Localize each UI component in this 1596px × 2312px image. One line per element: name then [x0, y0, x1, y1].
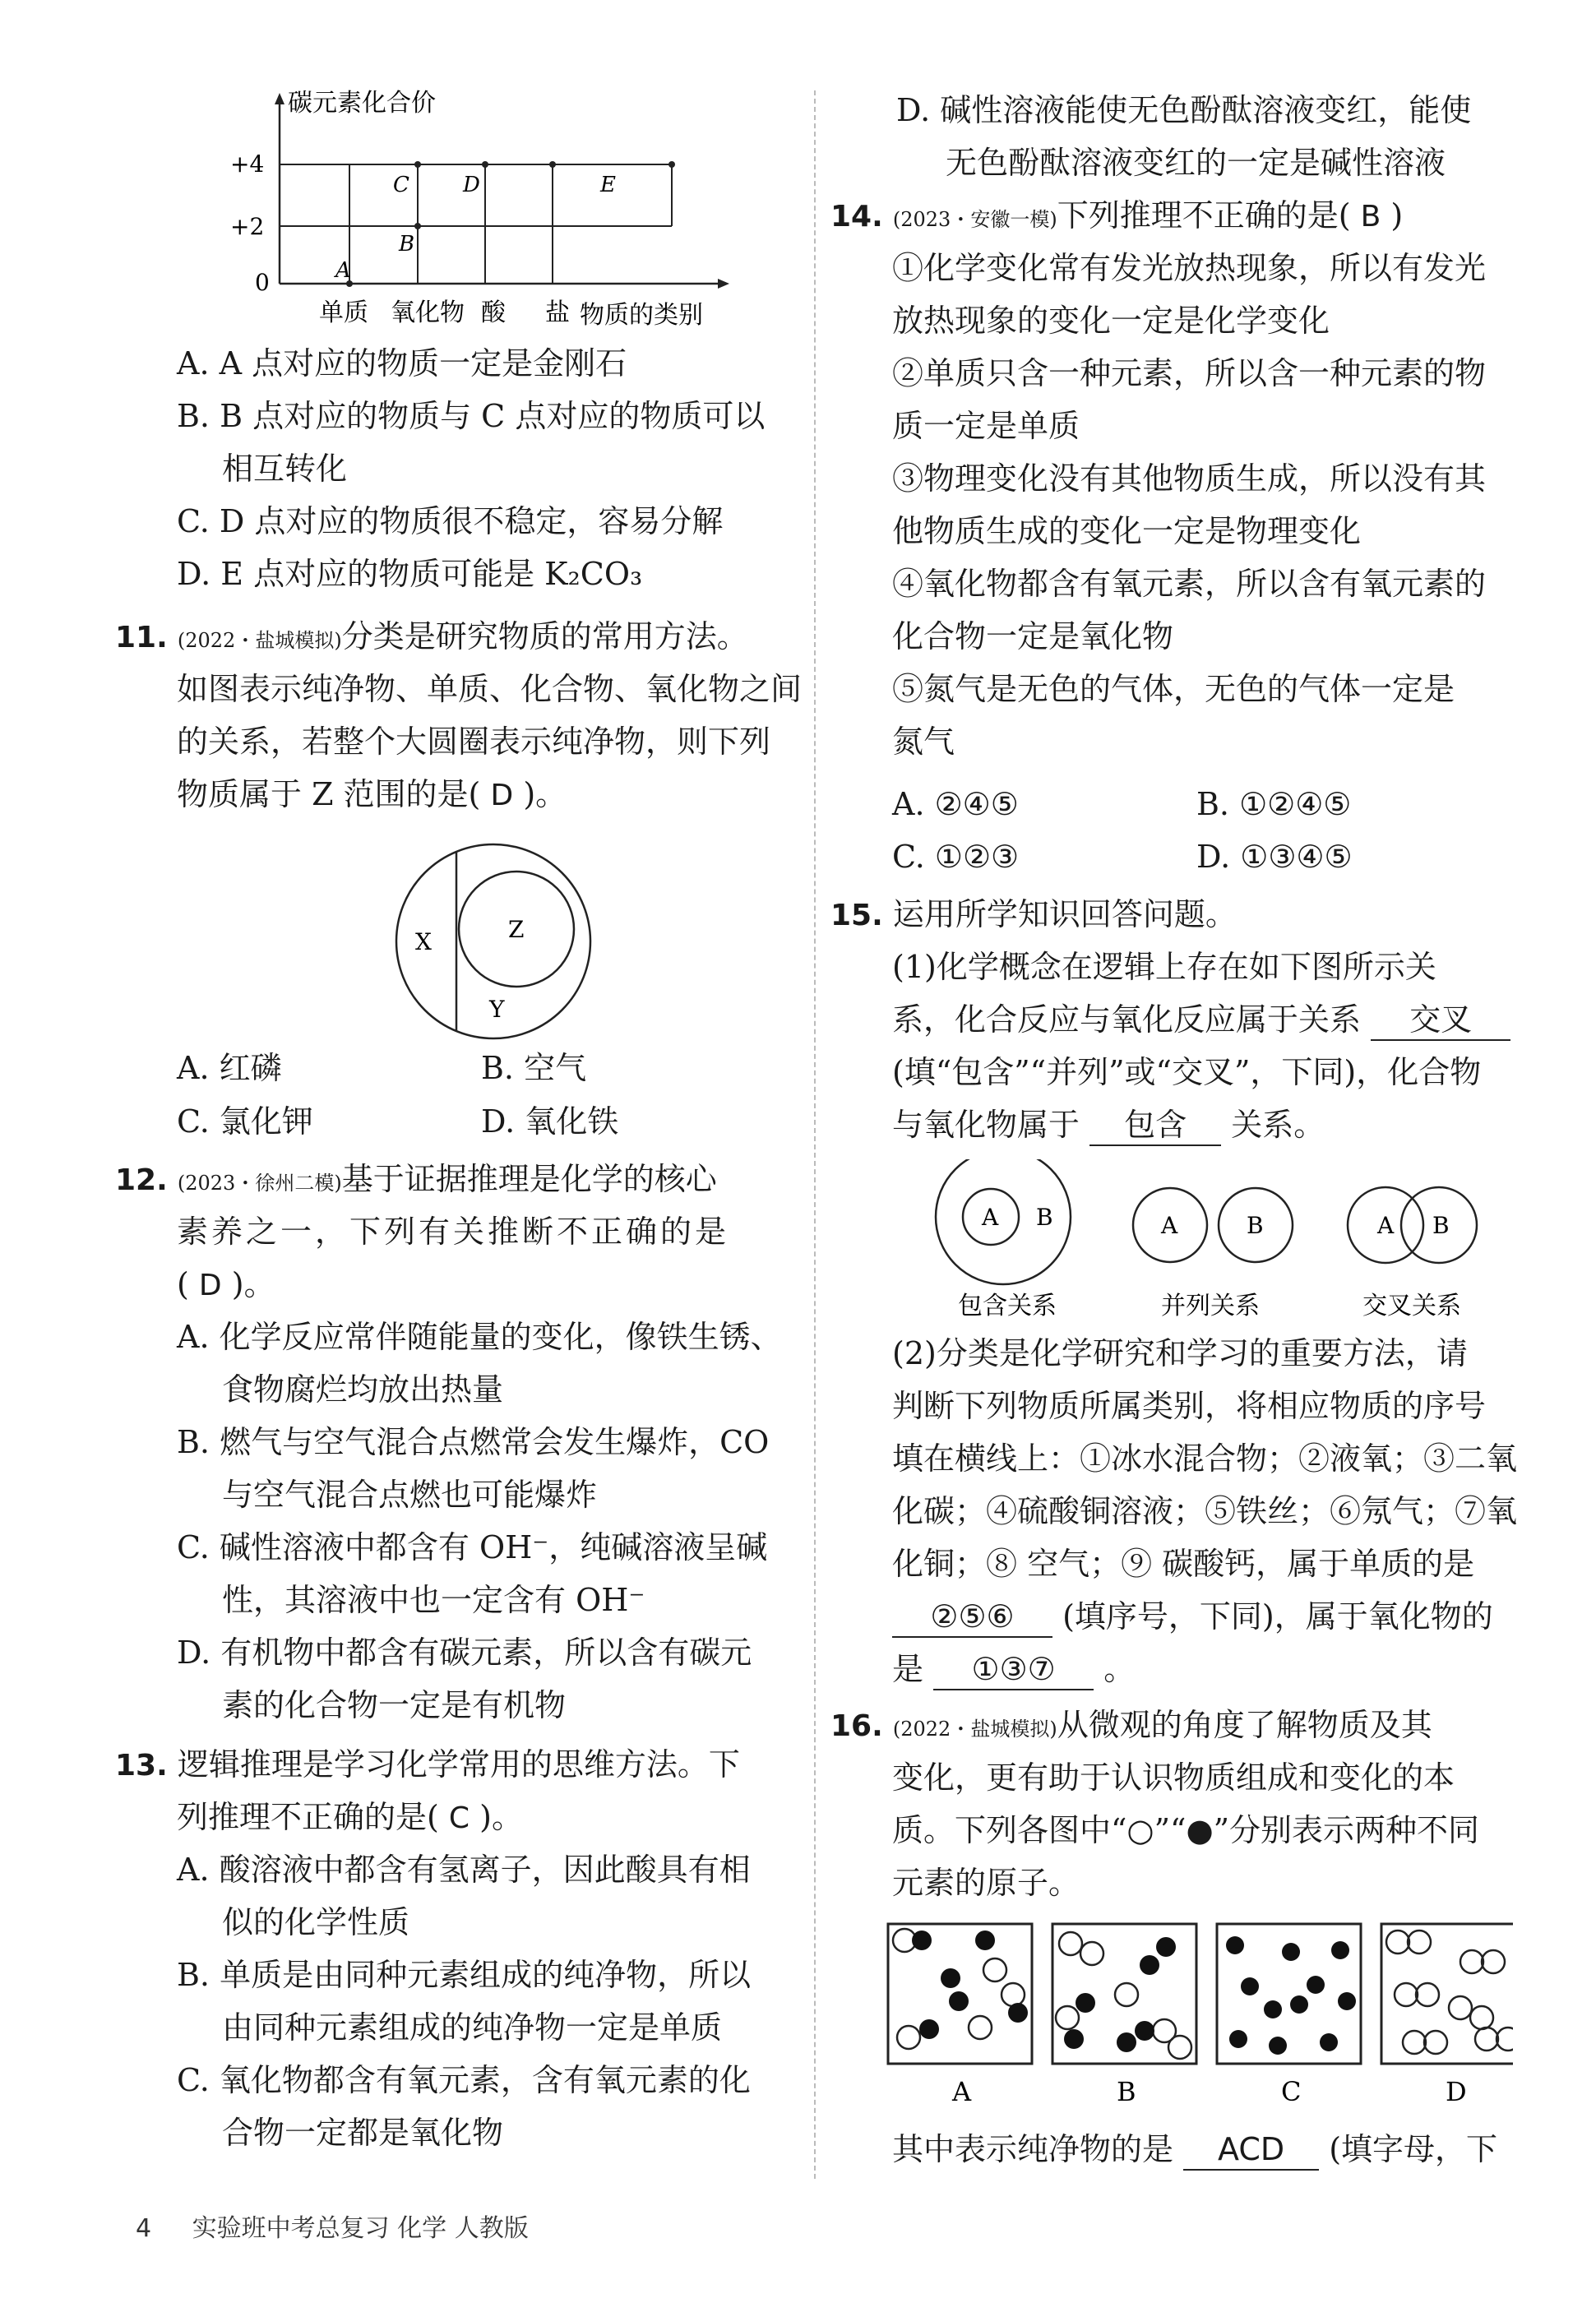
q12-line-2: 素养之一，下列有关推断不正确的是 [177, 1214, 730, 1250]
q15-number: 15. [830, 899, 883, 932]
q14-statement-5-cont: 氮气 [892, 724, 955, 760]
q14-option-a: A. ②④⑤ [892, 786, 1019, 822]
q15-part2-text-7: 是 [892, 1651, 924, 1687]
q11-answer: D [490, 779, 514, 812]
q10-option-b-cont: 相互转化 [222, 451, 348, 487]
point-label-b: B [399, 232, 415, 257]
xcat-acid: 酸 [481, 298, 506, 327]
q14-statement-2-cont: 质一定是单质 [892, 408, 1080, 444]
q15-part2-text-8: 。 [1103, 1651, 1136, 1687]
q16-line-3: 质。下列各图中“○”“●”分别表示两种不同 [892, 1812, 1480, 1848]
q13-option-c: C. 氧化物都含有氧元素，含有氧元素的化 [177, 2062, 751, 2098]
q11-option-c: C. 氯化钾 [177, 1103, 313, 1140]
q16-line-4: 元素的原子。 [892, 1865, 1080, 1901]
q14-number: 14. [830, 200, 883, 234]
q11-text-1: 分类是研究物质的常用方法。 [341, 618, 748, 654]
q11-line-4 [177, 775, 567, 816]
q16-particle-figure [880, 1916, 1513, 2121]
q12-line-1 [115, 1159, 717, 1203]
q14-statement-4-cont: 化合物一定是氧化物 [892, 618, 1174, 654]
q12-option-a: A. 化学反应常伴随能量的变化，像铁生锈、 [177, 1319, 782, 1355]
q13-option-c-cont: 合物一定都是氧化物 [222, 2115, 504, 2151]
q13-answer: C [448, 1801, 470, 1835]
particle-label-b: B [1117, 2076, 1136, 2107]
q15-part1-line-2 [892, 1000, 1510, 1041]
intersect-label-b: B [1432, 1212, 1450, 1239]
q16-text-6: (填字母，下 [1329, 2131, 1498, 2167]
q15-part1-text-4: 与氧化物属于 [892, 1107, 1080, 1143]
q15-part2-line-1: (2)分类是化学研究和学习的重要方法，请 [892, 1335, 1468, 1371]
venn-label-y: Y [489, 996, 505, 1023]
q12-number: 12. [115, 1163, 168, 1197]
xcat-elemental: 单质 [319, 298, 368, 327]
venn-label-z: Z [508, 916, 525, 943]
q14-statement-3: ③物理变化没有其他物质生成，所以没有其 [892, 460, 1487, 497]
q11-line-2: 如图表示纯净物、单质、化合物、氧化物之间 [177, 671, 803, 707]
inclusion-label-b: B [1036, 1204, 1053, 1231]
q12-line-3 [177, 1265, 275, 1306]
ytick-0: 0 [255, 269, 270, 296]
q12-option-a-cont: 食物腐烂均放出热量 [222, 1371, 504, 1408]
q13-option-d: D. 碱性溶液能使无色酚酞溶液变红，能使 [896, 92, 1472, 128]
q13-option-a: A. 酸溶液中都含有氢离子，因此酸具有相 [177, 1852, 751, 1888]
valence-figure [230, 86, 872, 333]
q10-option-b: B. B 点对应的物质与 C 点对应的物质可以 [177, 398, 766, 434]
q13-stem: 列推理不正确的是( [177, 1799, 439, 1835]
q14-answer: B [1360, 200, 1381, 234]
q15-part1-line-3: (填“包含”“并列”或“交叉”，下同)，化合物 [892, 1054, 1482, 1090]
page-footer [136, 2208, 529, 2244]
inclusion-label-a: A [982, 1204, 999, 1231]
q14-statement-1-cont: 放热现象的变化一定是化学变化 [892, 303, 1330, 339]
q11-option-d: D. 氧化铁 [481, 1103, 619, 1140]
point-label-a: A [335, 258, 351, 283]
q10-option-a: A. A 点对应的物质一定是金刚石 [177, 345, 627, 381]
q13-line-2 [177, 1797, 523, 1838]
q12-source: (2023・徐州二模) [177, 1172, 342, 1195]
q16-text-1: 从微观的角度了解物质及其 [1057, 1707, 1432, 1743]
q14-stem-close: ) [1390, 197, 1404, 234]
particle-label-a: A [952, 2076, 972, 2107]
xcat-salt: 盐 [545, 298, 570, 327]
q13-stem-close: )。 [479, 1799, 523, 1835]
q12-option-d: D. 有机物中都含有碳元素，所以含有碳元 [177, 1635, 752, 1671]
q15-part1-text-2: 系，化合反应与氧化反应属于关系 [892, 1001, 1362, 1038]
q15-answer-2: 包含 [1089, 1105, 1221, 1146]
q12-option-d-cont: 素的化合物一定是有机物 [222, 1687, 567, 1723]
q16-number: 16. [830, 1709, 883, 1743]
particle-label-d: D [1446, 2076, 1467, 2107]
q15-part2-line-2: 判断下列物质所属类别，将相应物质的序号 [892, 1388, 1487, 1424]
q14-source: (2023・安徽一模) [892, 208, 1057, 231]
point-label-e: E [600, 173, 616, 197]
q14-statement-1: ①化学变化常有发光放热现象，所以有发光 [892, 250, 1487, 286]
x-axis-label: 物质的类别 [580, 301, 703, 330]
q16-line-5 [892, 2129, 1497, 2171]
q11-stem-close: )。 [523, 776, 567, 812]
point-label-c: C [393, 173, 409, 197]
xcat-oxide: 氧化物 [391, 298, 465, 327]
intersect-label-a: A [1377, 1212, 1395, 1239]
q14-option-c: C. ①②③ [892, 839, 1020, 875]
particle-label-c: C [1281, 2076, 1302, 2107]
q15-part1-line-4 [892, 1105, 1325, 1146]
q15-text-1: 运用所学知识回答问题。 [892, 896, 1237, 932]
q13-option-d-cont: 无色酚酞溶液变红的一定是碱性溶液 [946, 145, 1446, 181]
q13-option-b-cont: 由同种元素组成的纯净物一定是单质 [222, 2009, 723, 2046]
q11-option-b: B. 空气 [481, 1050, 587, 1086]
q10-option-c: C. D 点对应的物质很不稳定，容易分解 [177, 503, 724, 539]
q14-option-b: B. ①②④⑤ [1196, 786, 1352, 822]
q16-text-5: 其中表示纯净物的是 [892, 2131, 1174, 2167]
parallel-label-a: A [1161, 1212, 1178, 1239]
caption-parallel: 并列关系 [1161, 1292, 1260, 1320]
q11-option-a: A. 红磷 [177, 1050, 282, 1086]
q11-number: 11. [115, 621, 168, 654]
q15-answer-3: ②⑤⑥ [892, 1597, 1052, 1638]
q15-part1-text-5: 关系。 [1231, 1107, 1325, 1143]
q11-line-1 [115, 617, 748, 660]
q15-part1-line-1: (1)化学概念在逻辑上存在如下图所示关 [892, 949, 1436, 985]
q15-part2-line-6 [892, 1597, 1493, 1638]
q12-text-1: 基于证据推理是化学的核心 [341, 1161, 717, 1197]
q15-part2-line-4: 化碳；④硫酸铜溶液；⑤铁丝；⑥氖气；⑦氧 [892, 1493, 1518, 1529]
book-title: 实验班中考总复习 化学 人教版 [192, 2214, 529, 2243]
q14-option-d: D. ①③④⑤ [1196, 839, 1353, 875]
q16-answer: ACD [1183, 2129, 1319, 2171]
q12-option-c: C. 碱性溶液中都含有 OH⁻，纯碱溶液呈碱 [177, 1529, 768, 1565]
page-number: 4 [136, 2214, 152, 2243]
q13-option-b: B. 单质是由同种元素组成的纯净物，所以 [177, 1957, 752, 1993]
q15-part2-text-6: (填序号，下同)，属于氧化物的 [1062, 1598, 1493, 1635]
q11-line-3: 的关系，若整个大圆圈表示纯净物，则下列 [177, 724, 771, 760]
q11-venn-figure [378, 835, 608, 1048]
y-axis-label: 碳元素化合价 [288, 89, 436, 118]
q13-number: 13. [115, 1749, 168, 1783]
q15-part2-line-5: 化铜；⑧ 空气；⑨ 碳酸钙，属于单质的是 [892, 1546, 1475, 1582]
q15-answer-4: ①③⑦ [933, 1649, 1094, 1690]
q16-source: (2022・盐城模拟) [892, 1718, 1057, 1741]
venn-label-x: X [415, 928, 432, 955]
q14-statement-4: ④氧化物都含有氧元素，所以含有氧元素的 [892, 566, 1487, 602]
q14-stem: 下列推理不正确的是( [1057, 197, 1351, 234]
point-label-d: D [463, 173, 480, 197]
parallel-label-b: B [1247, 1212, 1264, 1239]
q15-relation-figure [929, 1159, 1521, 1324]
q12-option-c-cont: 性，其溶液中也一定含有 OH⁻ [222, 1582, 645, 1618]
q11-stem-end: 物质属于 Z 范围的是( [177, 776, 481, 812]
caption-intersection: 交叉关系 [1362, 1292, 1461, 1320]
q14-statement-2: ②单质只含一种元素，所以含一种元素的物 [892, 355, 1487, 391]
q13-line-1 [115, 1745, 740, 1786]
q10-option-d: D. E 点对应的物质可能是 K₂CO₃ [177, 556, 643, 592]
q11-source: (2022・盐城模拟) [177, 629, 342, 652]
q13-text-1: 逻辑推理是学习化学常用的思维方法。下 [177, 1746, 740, 1783]
q13-option-a-cont: 似的化学性质 [222, 1904, 410, 1940]
column-divider [814, 90, 816, 2179]
q14-statement-5: ⑤氮气是无色的气体，无色的气体一定是 [892, 671, 1455, 707]
q12-paren-close: )。 [231, 1266, 275, 1302]
q12-paren-open: ( [177, 1266, 189, 1302]
q15-answer-1: 交叉 [1371, 1000, 1510, 1041]
q12-option-b-cont: 与空气混合点燃也可能爆炸 [222, 1477, 598, 1513]
caption-inclusion: 包含关系 [958, 1292, 1057, 1320]
q16-line-2: 变化，更有助于认识物质组成和变化的本 [892, 1759, 1455, 1796]
q12-option-b: B. 燃气与空气混合点燃常会发生爆炸，CO [177, 1424, 770, 1460]
ytick-4: +4 [230, 150, 265, 178]
q15-part2-line-3: 填在横线上：①冰水混合物；②液氧；③二氧 [892, 1440, 1518, 1477]
q14-line-1 [830, 196, 1403, 239]
ytick-2: +2 [230, 213, 265, 240]
q15-part2-line-7 [892, 1649, 1135, 1690]
q14-statement-3-cont: 他物质生成的变化一定是物理变化 [892, 513, 1362, 549]
q15-line-1 [830, 895, 1237, 936]
q16-line-1 [830, 1705, 1432, 1749]
q12-answer: D [198, 1269, 222, 1302]
